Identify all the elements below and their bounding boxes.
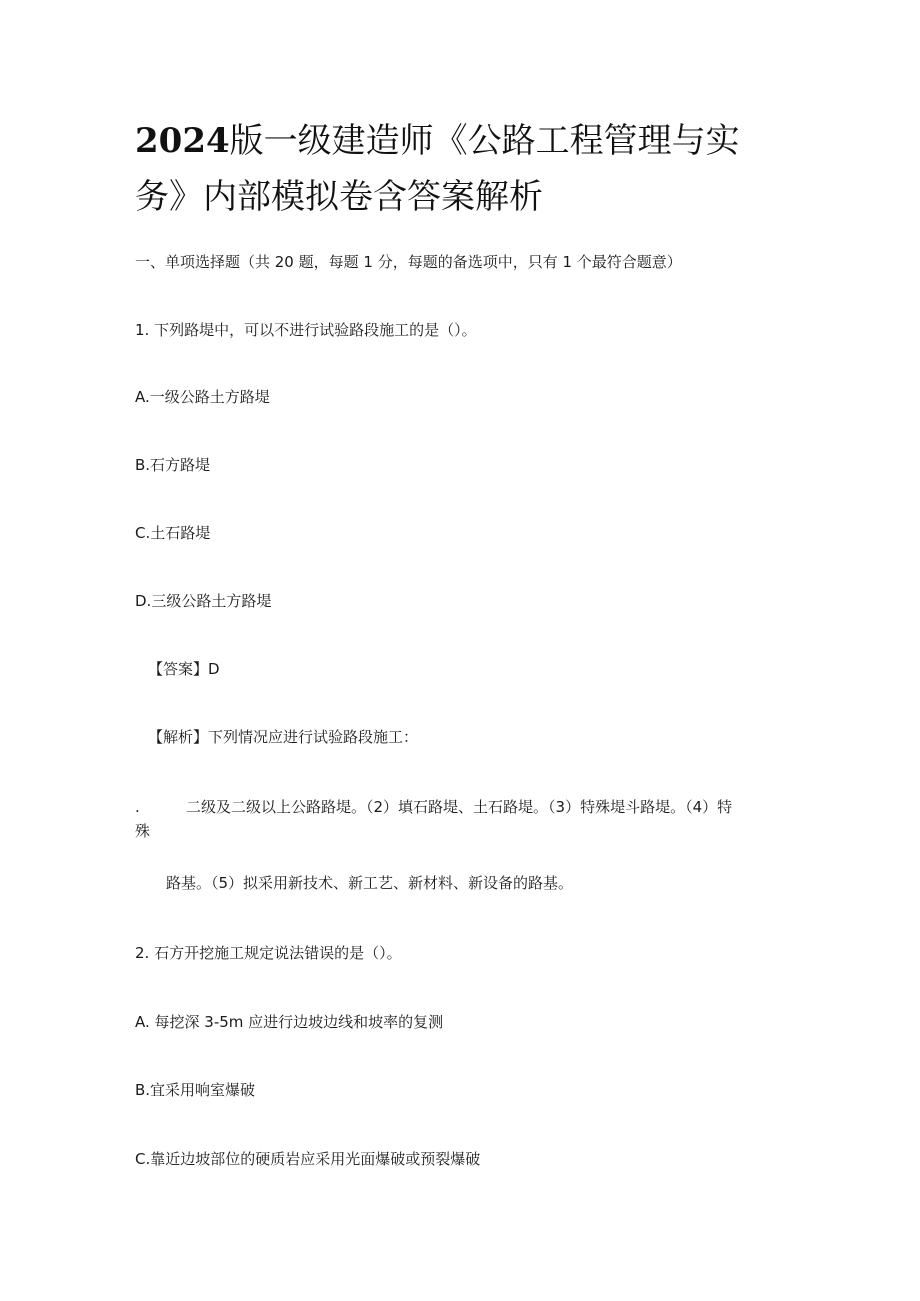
question-1-stem: 1. 下列路堤中，可以不进行试验路段施工的是（）。 [135, 321, 477, 339]
question-1-analysis-line-2: 路基。（5）拟采用新技术、新工艺、新材料、新设备的路基。 [166, 874, 574, 892]
question-1-option-b: B.石方路堤 [135, 456, 211, 474]
question-1-option-d: D.三级公路土方路堤 [135, 592, 272, 610]
question-2-option-b: B.宜采用响室爆破 [135, 1081, 256, 1099]
question-1-analysis-line-1-wrap: 殊 [135, 822, 151, 840]
question-1-analysis-line-1: 二级及二级以上公路路堤。（2）填石路堤、土石路堤。（3）特殊堤斗路堤。（4）特 [186, 798, 733, 816]
question-1-option-a: A.一级公路土方路堤 [135, 388, 270, 406]
question-2-option-c: C.靠近边坡部位的硬质岩应采用光面爆破或预裂爆破 [135, 1150, 481, 1168]
analysis-list-marker: . [135, 798, 140, 816]
question-1-option-c: C.土石路堤 [135, 524, 211, 542]
question-2-option-a: A. 每挖深 3-5m 应进行边坡边线和坡率的复测 [135, 1013, 444, 1031]
title-line2: 务》内部模拟卷含答案解析 [135, 177, 543, 217]
title-line1-rest: 版一级建造师《公路工程管理与实 [229, 121, 740, 161]
question-1-answer: 【答案】D [148, 660, 220, 678]
question-2-stem: 2. 石方开挖施工规定说法错误的是（）。 [135, 944, 402, 962]
document-title [135, 113, 775, 225]
title-year: 2024 [135, 121, 230, 161]
section-heading: 一、单项选择题（共 20 题，每题 1 分，每题的备选项中，只有 1 个最符合题意） [135, 253, 682, 271]
question-1-analysis-intro: 【解析】下列情况应进行试验路段施工： [148, 728, 419, 746]
